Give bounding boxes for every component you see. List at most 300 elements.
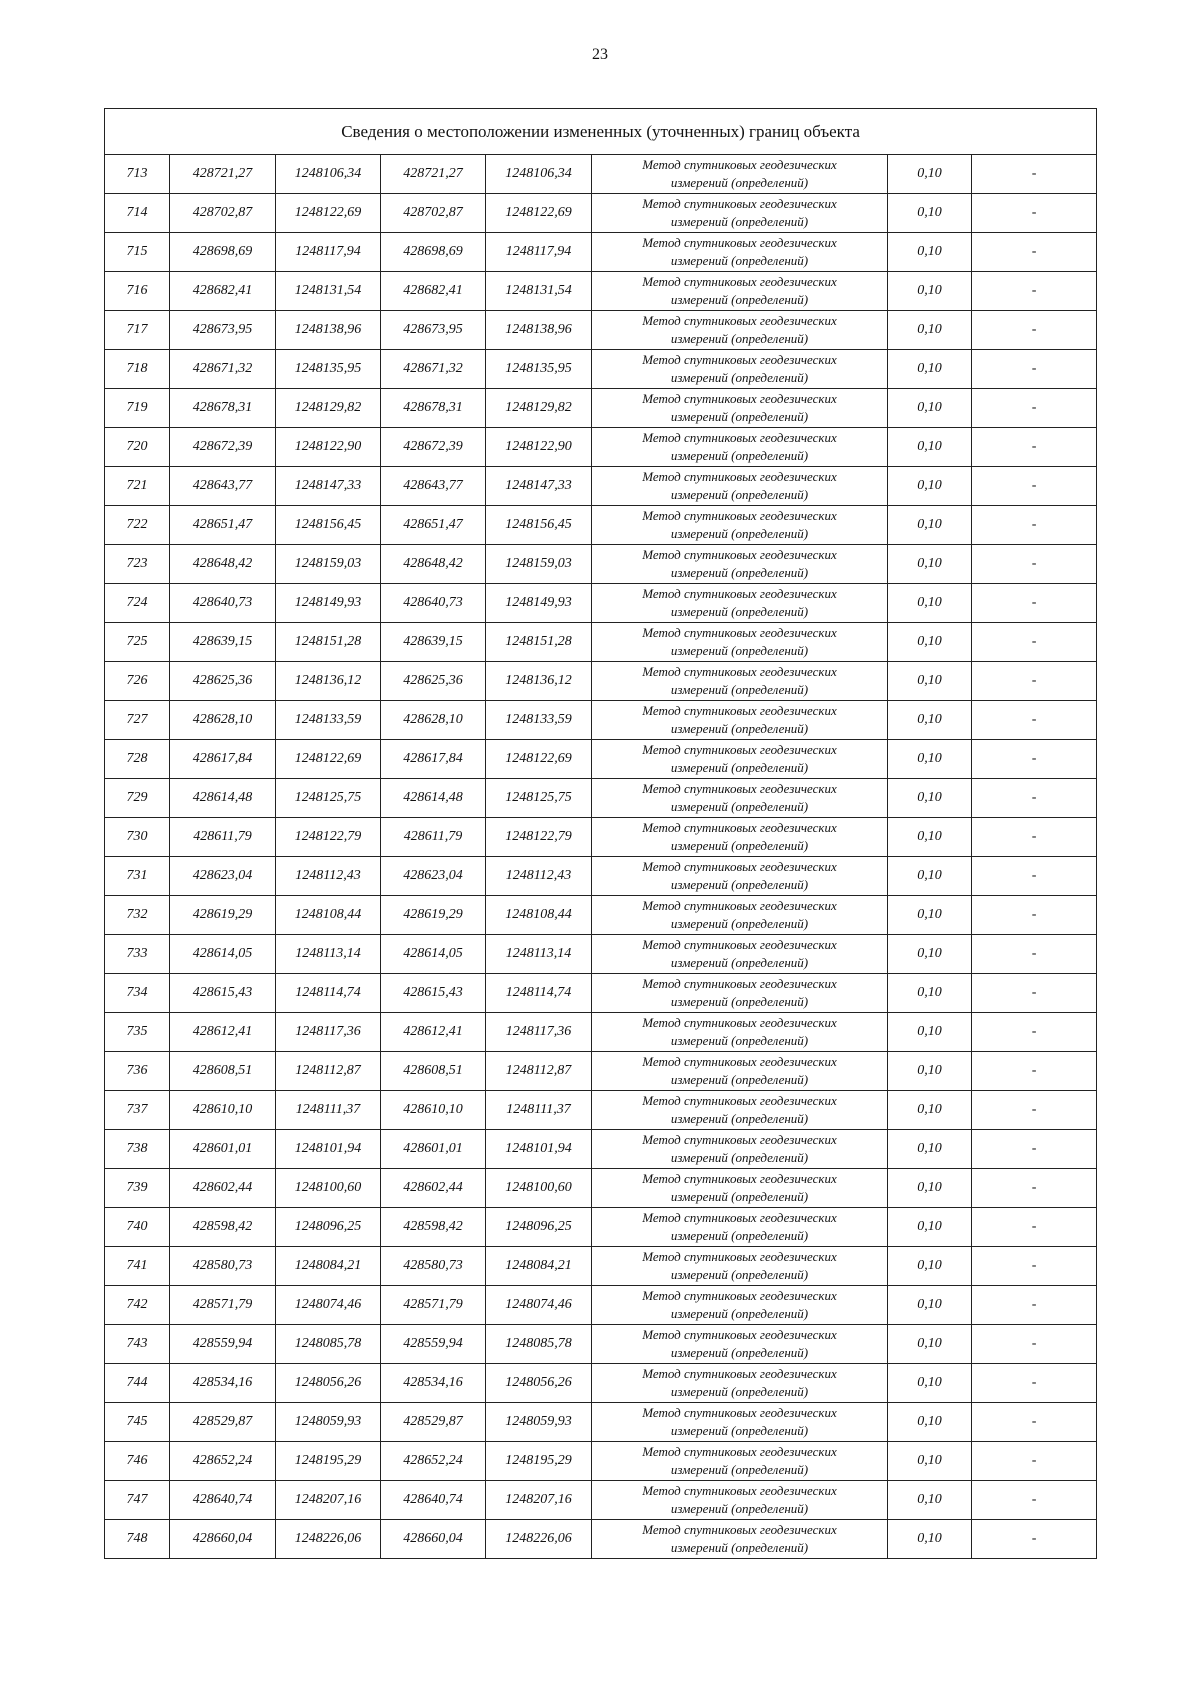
new-y-cell: 1248133,59 <box>486 701 592 740</box>
method-line-1: Метод спутниковых геодезических <box>642 820 837 835</box>
existing-y-cell: 1248117,36 <box>276 1013 381 1052</box>
table-row <box>105 194 1097 233</box>
method-line-1: Метод спутниковых геодезических <box>642 625 837 640</box>
method-line-1: Метод спутниковых геодезических <box>642 1483 837 1498</box>
table-row <box>105 1520 1097 1559</box>
new-y-cell: 1248111,37 <box>486 1091 592 1130</box>
page-number: 23 <box>592 46 608 63</box>
table-row <box>105 428 1097 467</box>
note-cell: - <box>972 350 1097 389</box>
method-line-2: измерений (определений) <box>670 565 809 580</box>
new-x-cell: 428625,36 <box>381 662 486 701</box>
note-cell: - <box>972 623 1097 662</box>
new-y-cell: 1248226,06 <box>486 1520 592 1559</box>
note-cell: - <box>972 467 1097 506</box>
existing-y-cell: 1248122,69 <box>276 194 381 233</box>
table-row <box>105 1481 1097 1520</box>
method-cell <box>592 1130 888 1169</box>
existing-x-cell: 428702,87 <box>170 194 276 233</box>
method-line-2: измерений (определений) <box>670 1540 809 1555</box>
method-line-2: измерений (определений) <box>670 994 809 1009</box>
accuracy-cell: 0,10 <box>888 350 972 389</box>
point-number-cell: 723 <box>105 545 170 584</box>
note-cell: - <box>972 1013 1097 1052</box>
method-line-2: измерений (определений) <box>670 1228 809 1243</box>
point-number-cell: 719 <box>105 389 170 428</box>
new-y-cell: 1248100,60 <box>486 1169 592 1208</box>
method-cell <box>592 857 888 896</box>
existing-x-cell: 428721,27 <box>170 155 276 194</box>
new-y-cell: 1248059,93 <box>486 1403 592 1442</box>
table-row <box>105 1442 1097 1481</box>
table-row <box>105 1403 1097 1442</box>
new-x-cell: 428648,42 <box>381 545 486 584</box>
accuracy-cell: 0,10 <box>888 740 972 779</box>
accuracy-cell: 0,10 <box>888 1013 972 1052</box>
point-number-cell: 741 <box>105 1247 170 1286</box>
note-cell: - <box>972 857 1097 896</box>
new-y-cell: 1248106,34 <box>486 155 592 194</box>
method-line-1: Метод спутниковых геодезических <box>642 547 837 562</box>
method-cell <box>592 1013 888 1052</box>
existing-y-cell: 1248135,95 <box>276 350 381 389</box>
accuracy-cell: 0,10 <box>888 506 972 545</box>
new-y-cell: 1248131,54 <box>486 272 592 311</box>
new-x-cell: 428601,01 <box>381 1130 486 1169</box>
note-cell: - <box>972 1325 1097 1364</box>
new-y-cell: 1248125,75 <box>486 779 592 818</box>
new-x-cell: 428640,73 <box>381 584 486 623</box>
existing-y-cell: 1248131,54 <box>276 272 381 311</box>
note-cell: - <box>972 1169 1097 1208</box>
method-line-1: Метод спутниковых геодезических <box>642 976 837 991</box>
method-line-1: Метод спутниковых геодезических <box>642 352 837 367</box>
note-cell: - <box>972 506 1097 545</box>
accuracy-cell: 0,10 <box>888 467 972 506</box>
new-x-cell: 428602,44 <box>381 1169 486 1208</box>
note-cell: - <box>972 1130 1097 1169</box>
existing-x-cell: 428602,44 <box>170 1169 276 1208</box>
existing-x-cell: 428623,04 <box>170 857 276 896</box>
accuracy-cell: 0,10 <box>888 428 972 467</box>
method-line-2: измерений (определений) <box>670 331 809 346</box>
method-line-1: Метод спутниковых геодезических <box>642 157 837 172</box>
new-x-cell: 428660,04 <box>381 1520 486 1559</box>
point-number-cell: 730 <box>105 818 170 857</box>
accuracy-cell: 0,10 <box>888 701 972 740</box>
method-cell <box>592 506 888 545</box>
new-y-cell: 1248149,93 <box>486 584 592 623</box>
method-line-2: измерений (определений) <box>670 799 809 814</box>
table-row <box>105 1169 1097 1208</box>
method-cell <box>592 1169 888 1208</box>
table-row <box>105 311 1097 350</box>
table-row <box>105 935 1097 974</box>
note-cell: - <box>972 1208 1097 1247</box>
method-line-2: измерений (определений) <box>670 448 809 463</box>
existing-y-cell: 1248106,34 <box>276 155 381 194</box>
new-x-cell: 428614,05 <box>381 935 486 974</box>
method-line-1: Метод спутниковых геодезических <box>642 1132 837 1147</box>
table-row <box>105 623 1097 662</box>
new-x-cell: 428619,29 <box>381 896 486 935</box>
method-line-2: измерений (определений) <box>670 409 809 424</box>
method-cell <box>592 584 888 623</box>
method-line-2: измерений (определений) <box>670 721 809 736</box>
new-x-cell: 428615,43 <box>381 974 486 1013</box>
table-row <box>105 1091 1097 1130</box>
new-x-cell: 428598,42 <box>381 1208 486 1247</box>
accuracy-cell: 0,10 <box>888 1091 972 1130</box>
method-cell <box>592 1091 888 1130</box>
note-cell: - <box>972 1520 1097 1559</box>
method-line-1: Метод спутниковых геодезических <box>642 235 837 250</box>
point-number-cell: 715 <box>105 233 170 272</box>
new-x-cell: 428721,27 <box>381 155 486 194</box>
method-line-2: измерений (определений) <box>670 877 809 892</box>
method-line-1: Метод спутниковых геодезических <box>642 1171 837 1186</box>
table-row <box>105 1247 1097 1286</box>
table-row <box>105 545 1097 584</box>
existing-x-cell: 428529,87 <box>170 1403 276 1442</box>
new-y-cell: 1248117,36 <box>486 1013 592 1052</box>
existing-x-cell: 428534,16 <box>170 1364 276 1403</box>
method-cell <box>592 662 888 701</box>
existing-x-cell: 428672,39 <box>170 428 276 467</box>
note-cell: - <box>972 974 1097 1013</box>
new-x-cell: 428617,84 <box>381 740 486 779</box>
method-line-1: Метод спутниковых геодезических <box>642 1327 837 1342</box>
note-cell: - <box>972 1247 1097 1286</box>
accuracy-cell: 0,10 <box>888 974 972 1013</box>
new-x-cell: 428611,79 <box>381 818 486 857</box>
note-cell: - <box>972 1364 1097 1403</box>
new-y-cell: 1248084,21 <box>486 1247 592 1286</box>
note-cell: - <box>972 584 1097 623</box>
method-cell <box>592 1208 888 1247</box>
table-row <box>105 155 1097 194</box>
existing-x-cell: 428615,43 <box>170 974 276 1013</box>
accuracy-cell: 0,10 <box>888 389 972 428</box>
point-number-cell: 727 <box>105 701 170 740</box>
method-cell <box>592 623 888 662</box>
point-number-cell: 736 <box>105 1052 170 1091</box>
new-y-cell: 1248112,43 <box>486 857 592 896</box>
method-cell <box>592 974 888 1013</box>
point-number-cell: 721 <box>105 467 170 506</box>
point-number-cell: 718 <box>105 350 170 389</box>
method-line-1: Метод спутниковых геодезических <box>642 1522 837 1537</box>
accuracy-cell: 0,10 <box>888 935 972 974</box>
boundary-table-sheet <box>104 108 1096 1559</box>
new-x-cell: 428580,73 <box>381 1247 486 1286</box>
method-cell <box>592 1325 888 1364</box>
new-y-cell: 1248195,29 <box>486 1442 592 1481</box>
existing-y-cell: 1248074,46 <box>276 1286 381 1325</box>
new-x-cell: 428614,48 <box>381 779 486 818</box>
existing-x-cell: 428612,41 <box>170 1013 276 1052</box>
method-line-2: измерений (определений) <box>670 487 809 502</box>
method-cell <box>592 389 888 428</box>
accuracy-cell: 0,10 <box>888 584 972 623</box>
accuracy-cell: 0,10 <box>888 155 972 194</box>
existing-y-cell: 1248100,60 <box>276 1169 381 1208</box>
accuracy-cell: 0,10 <box>888 1130 972 1169</box>
method-line-2: измерений (определений) <box>670 838 809 853</box>
note-cell: - <box>972 389 1097 428</box>
note-cell: - <box>972 272 1097 311</box>
method-line-1: Метод спутниковых геодезических <box>642 196 837 211</box>
table-row <box>105 662 1097 701</box>
existing-y-cell: 1248056,26 <box>276 1364 381 1403</box>
existing-x-cell: 428571,79 <box>170 1286 276 1325</box>
method-cell <box>592 1052 888 1091</box>
method-line-2: измерений (определений) <box>670 1111 809 1126</box>
method-line-1: Метод спутниковых геодезических <box>642 508 837 523</box>
method-line-1: Метод спутниковых геодезических <box>642 586 837 601</box>
table-row <box>105 506 1097 545</box>
existing-y-cell: 1248117,94 <box>276 233 381 272</box>
new-x-cell: 428672,39 <box>381 428 486 467</box>
method-line-2: измерений (определений) <box>670 955 809 970</box>
method-line-2: измерений (определений) <box>670 526 809 541</box>
new-y-cell: 1248122,79 <box>486 818 592 857</box>
existing-x-cell: 428651,47 <box>170 506 276 545</box>
method-line-2: измерений (определений) <box>670 604 809 619</box>
note-cell: - <box>972 779 1097 818</box>
existing-x-cell: 428614,05 <box>170 935 276 974</box>
existing-x-cell: 428682,41 <box>170 272 276 311</box>
table-title: Сведения о местоположении измененных (уточненных) границ объекта <box>105 109 1097 155</box>
point-number-cell: 717 <box>105 311 170 350</box>
point-number-cell: 722 <box>105 506 170 545</box>
existing-x-cell: 428698,69 <box>170 233 276 272</box>
accuracy-cell: 0,10 <box>888 1481 972 1520</box>
new-y-cell: 1248085,78 <box>486 1325 592 1364</box>
point-number-cell: 738 <box>105 1130 170 1169</box>
accuracy-cell: 0,10 <box>888 1442 972 1481</box>
note-cell: - <box>972 428 1097 467</box>
existing-x-cell: 428643,77 <box>170 467 276 506</box>
point-number-cell: 714 <box>105 194 170 233</box>
method-line-2: измерений (определений) <box>670 916 809 931</box>
accuracy-cell: 0,10 <box>888 1247 972 1286</box>
accuracy-cell: 0,10 <box>888 1286 972 1325</box>
new-x-cell: 428534,16 <box>381 1364 486 1403</box>
point-number-cell: 743 <box>105 1325 170 1364</box>
note-cell: - <box>972 701 1097 740</box>
table-row <box>105 467 1097 506</box>
method-line-1: Метод спутниковых геодезических <box>642 664 837 679</box>
new-x-cell: 428671,32 <box>381 350 486 389</box>
table-row <box>105 857 1097 896</box>
existing-y-cell: 1248207,16 <box>276 1481 381 1520</box>
method-line-1: Метод спутниковых геодезических <box>642 1249 837 1264</box>
method-line-2: измерений (определений) <box>670 214 809 229</box>
accuracy-cell: 0,10 <box>888 779 972 818</box>
method-line-1: Метод спутниковых геодезических <box>642 859 837 874</box>
new-y-cell: 1248136,12 <box>486 662 592 701</box>
accuracy-cell: 0,10 <box>888 1325 972 1364</box>
existing-y-cell: 1248112,43 <box>276 857 381 896</box>
method-cell <box>592 233 888 272</box>
new-x-cell: 428559,94 <box>381 1325 486 1364</box>
method-line-2: измерений (определений) <box>670 1384 809 1399</box>
new-y-cell: 1248113,14 <box>486 935 592 974</box>
existing-y-cell: 1248195,29 <box>276 1442 381 1481</box>
point-number-cell: 725 <box>105 623 170 662</box>
note-cell: - <box>972 1481 1097 1520</box>
method-line-2: измерений (определений) <box>670 1267 809 1282</box>
method-cell <box>592 467 888 506</box>
method-line-1: Метод спутниковых геодезических <box>642 313 837 328</box>
method-line-2: измерений (определений) <box>670 1306 809 1321</box>
existing-x-cell: 428610,10 <box>170 1091 276 1130</box>
point-number-cell: 734 <box>105 974 170 1013</box>
table-row <box>105 1013 1097 1052</box>
point-number-cell: 735 <box>105 1013 170 1052</box>
existing-y-cell: 1248122,79 <box>276 818 381 857</box>
method-line-1: Метод спутниковых геодезических <box>642 274 837 289</box>
new-y-cell: 1248114,74 <box>486 974 592 1013</box>
existing-x-cell: 428611,79 <box>170 818 276 857</box>
accuracy-cell: 0,10 <box>888 1208 972 1247</box>
existing-y-cell: 1248113,14 <box>276 935 381 974</box>
method-line-2: измерений (определений) <box>670 1150 809 1165</box>
method-line-2: измерений (определений) <box>670 253 809 268</box>
method-cell <box>592 428 888 467</box>
point-number-cell: 747 <box>105 1481 170 1520</box>
accuracy-cell: 0,10 <box>888 662 972 701</box>
new-x-cell: 428640,74 <box>381 1481 486 1520</box>
accuracy-cell: 0,10 <box>888 1052 972 1091</box>
new-y-cell: 1248156,45 <box>486 506 592 545</box>
note-cell: - <box>972 935 1097 974</box>
table-row <box>105 779 1097 818</box>
new-y-cell: 1248135,95 <box>486 350 592 389</box>
accuracy-cell: 0,10 <box>888 1169 972 1208</box>
existing-x-cell: 428678,31 <box>170 389 276 428</box>
note-cell: - <box>972 545 1097 584</box>
existing-x-cell: 428652,24 <box>170 1442 276 1481</box>
existing-x-cell: 428580,73 <box>170 1247 276 1286</box>
existing-y-cell: 1248156,45 <box>276 506 381 545</box>
method-cell <box>592 1247 888 1286</box>
existing-x-cell: 428640,74 <box>170 1481 276 1520</box>
note-cell: - <box>972 1403 1097 1442</box>
method-cell <box>592 896 888 935</box>
existing-x-cell: 428625,36 <box>170 662 276 701</box>
existing-y-cell: 1248122,69 <box>276 740 381 779</box>
method-cell <box>592 350 888 389</box>
method-cell <box>592 194 888 233</box>
point-number-cell: 713 <box>105 155 170 194</box>
table-row <box>105 1052 1097 1091</box>
point-number-cell: 731 <box>105 857 170 896</box>
method-line-1: Метод спутниковых геодезических <box>642 742 837 757</box>
existing-y-cell: 1248151,28 <box>276 623 381 662</box>
table-row <box>105 389 1097 428</box>
point-number-cell: 728 <box>105 740 170 779</box>
method-line-1: Метод спутниковых геодезических <box>642 1054 837 1069</box>
new-y-cell: 1248129,82 <box>486 389 592 428</box>
note-cell: - <box>972 194 1097 233</box>
new-y-cell: 1248138,96 <box>486 311 592 350</box>
existing-y-cell: 1248226,06 <box>276 1520 381 1559</box>
existing-y-cell: 1248159,03 <box>276 545 381 584</box>
note-cell: - <box>972 155 1097 194</box>
method-line-1: Метод спутниковых геодезических <box>642 1210 837 1225</box>
table-body <box>105 155 1097 1559</box>
point-number-cell: 720 <box>105 428 170 467</box>
method-line-1: Метод спутниковых геодезических <box>642 430 837 445</box>
existing-y-cell: 1248138,96 <box>276 311 381 350</box>
method-cell <box>592 155 888 194</box>
existing-y-cell: 1248147,33 <box>276 467 381 506</box>
point-number-cell: 726 <box>105 662 170 701</box>
table-row <box>105 974 1097 1013</box>
existing-x-cell: 428619,29 <box>170 896 276 935</box>
new-y-cell: 1248112,87 <box>486 1052 592 1091</box>
existing-y-cell: 1248111,37 <box>276 1091 381 1130</box>
method-line-2: измерений (определений) <box>670 1462 809 1477</box>
method-line-1: Метод спутниковых геодезических <box>642 391 837 406</box>
new-y-cell: 1248122,90 <box>486 428 592 467</box>
existing-x-cell: 428673,95 <box>170 311 276 350</box>
existing-x-cell: 428671,32 <box>170 350 276 389</box>
table-row <box>105 896 1097 935</box>
accuracy-cell: 0,10 <box>888 623 972 662</box>
method-line-2: измерений (определений) <box>670 1423 809 1438</box>
new-y-cell: 1248147,33 <box>486 467 592 506</box>
new-x-cell: 428698,69 <box>381 233 486 272</box>
method-cell <box>592 740 888 779</box>
new-x-cell: 428652,24 <box>381 1442 486 1481</box>
boundary-coordinates-table <box>104 108 1097 1559</box>
existing-y-cell: 1248133,59 <box>276 701 381 740</box>
point-number-cell: 733 <box>105 935 170 974</box>
method-line-2: измерений (определений) <box>670 175 809 190</box>
existing-x-cell: 428639,15 <box>170 623 276 662</box>
new-y-cell: 1248074,46 <box>486 1286 592 1325</box>
note-cell: - <box>972 1052 1097 1091</box>
new-x-cell: 428623,04 <box>381 857 486 896</box>
existing-y-cell: 1248101,94 <box>276 1130 381 1169</box>
accuracy-cell: 0,10 <box>888 545 972 584</box>
existing-y-cell: 1248114,74 <box>276 974 381 1013</box>
method-line-2: измерений (определений) <box>670 1072 809 1087</box>
method-line-1: Метод спутниковых геодезических <box>642 1444 837 1459</box>
method-line-2: измерений (определений) <box>670 643 809 658</box>
table-row <box>105 1130 1097 1169</box>
existing-x-cell: 428660,04 <box>170 1520 276 1559</box>
new-x-cell: 428651,47 <box>381 506 486 545</box>
existing-x-cell: 428617,84 <box>170 740 276 779</box>
new-x-cell: 428639,15 <box>381 623 486 662</box>
point-number-cell: 745 <box>105 1403 170 1442</box>
method-cell <box>592 311 888 350</box>
method-line-1: Метод спутниковых геодезических <box>642 1015 837 1030</box>
note-cell: - <box>972 1442 1097 1481</box>
method-line-2: измерений (определений) <box>670 682 809 697</box>
existing-y-cell: 1248085,78 <box>276 1325 381 1364</box>
existing-y-cell: 1248136,12 <box>276 662 381 701</box>
accuracy-cell: 0,10 <box>888 272 972 311</box>
existing-y-cell: 1248059,93 <box>276 1403 381 1442</box>
method-line-2: измерений (определений) <box>670 370 809 385</box>
method-cell <box>592 935 888 974</box>
table-row <box>105 584 1097 623</box>
